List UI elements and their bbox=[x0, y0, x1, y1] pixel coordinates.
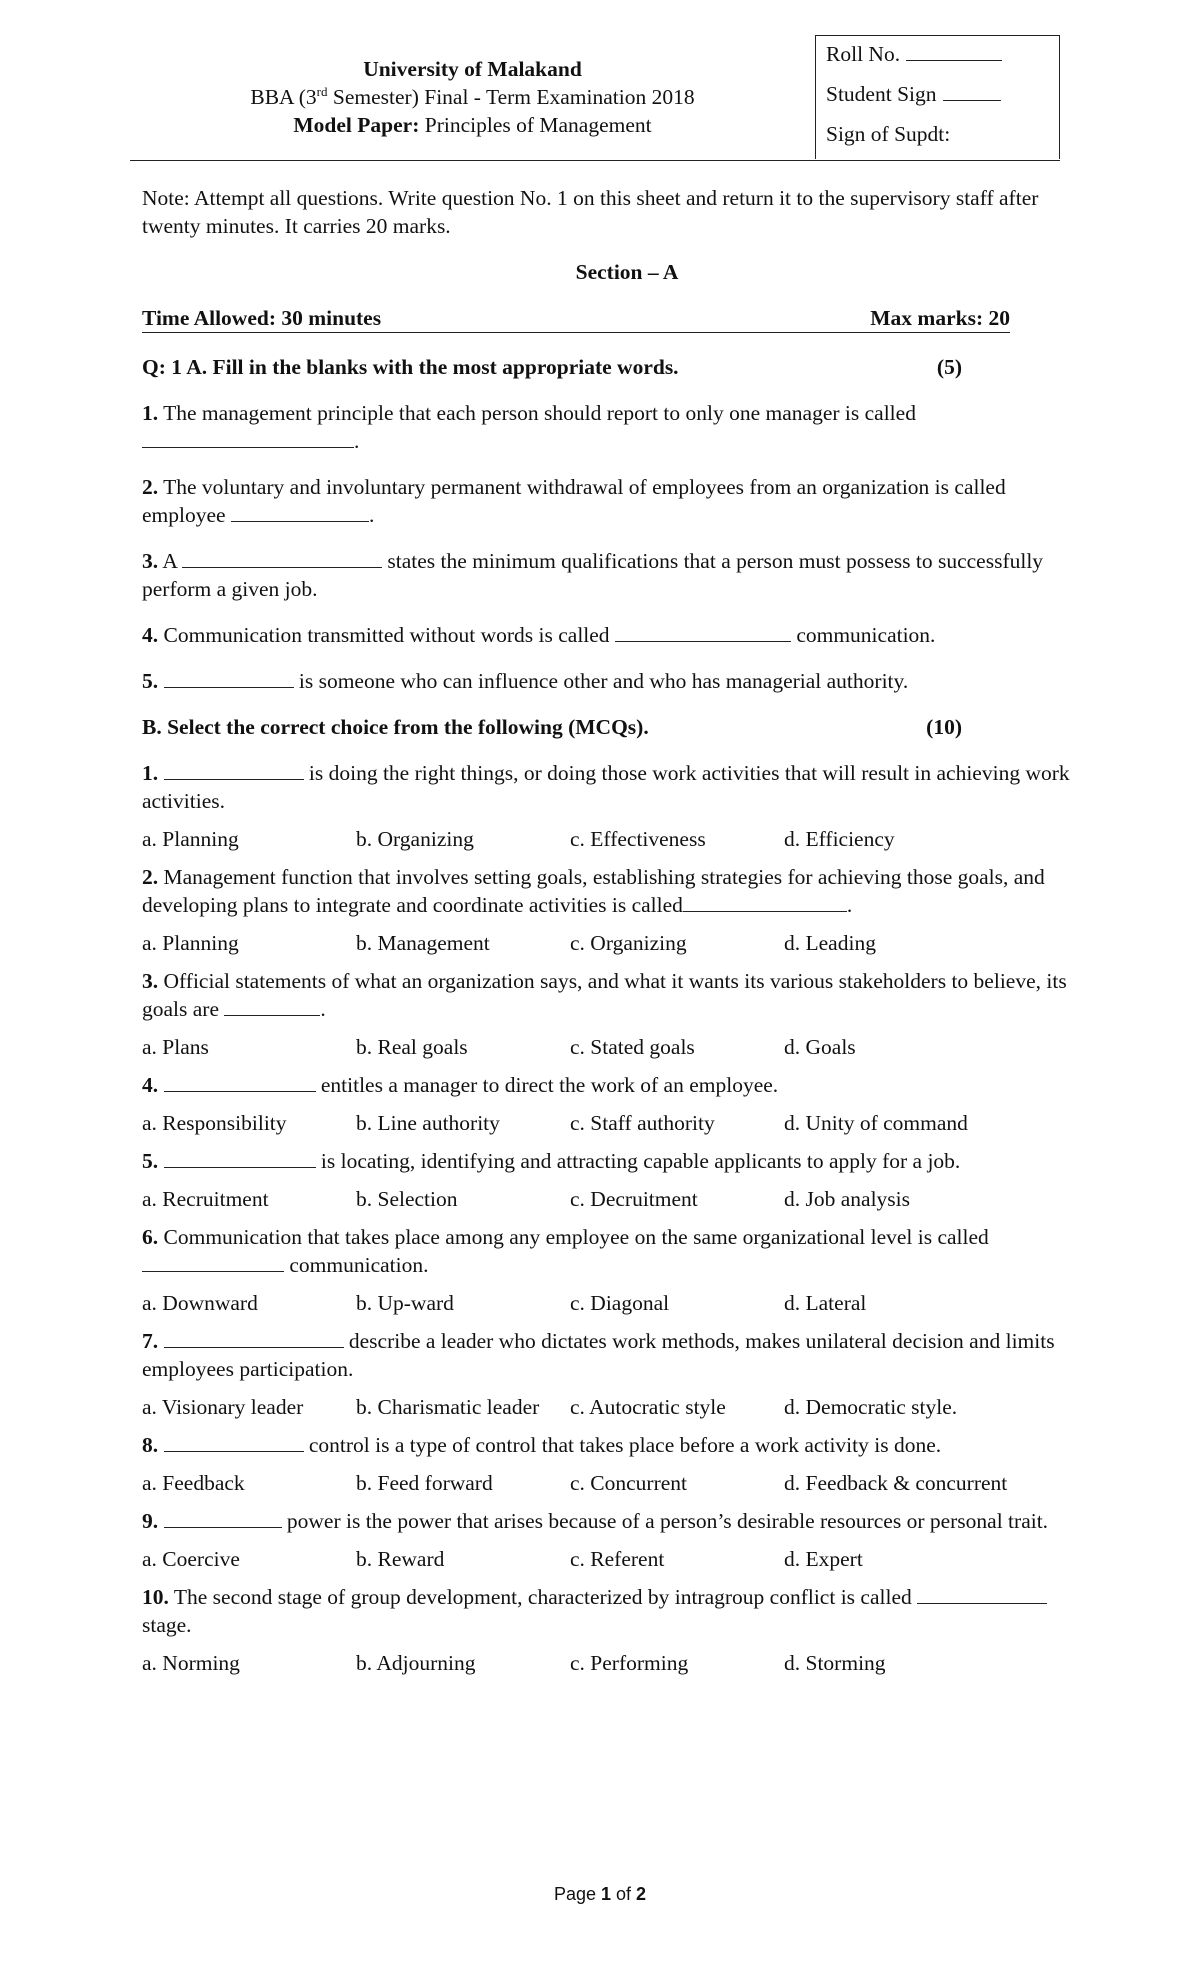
exam-body bbox=[142, 184, 1072, 1687]
answer-blank[interactable] bbox=[683, 891, 847, 912]
mcq-options bbox=[142, 825, 1072, 853]
mcq-option[interactable]: c. Effectiveness bbox=[570, 827, 706, 851]
instructions-note: Note: Attempt all questions. Write question No. 1 on this sheet and return it to the supervisory staff after twenty minutes. It carries 20 marks. bbox=[142, 186, 1039, 238]
mcq-question: 3. Official statements of what an organization says, and what it wants its various stakeholders to believe, its goals are . bbox=[142, 969, 1067, 1021]
mcq-options bbox=[142, 1393, 1072, 1421]
answer-blank[interactable] bbox=[142, 1251, 284, 1272]
mcq-option[interactable]: d. Efficiency bbox=[784, 827, 895, 851]
mcq-option[interactable]: c. Organizing bbox=[570, 931, 687, 955]
mcq-option[interactable]: c. Staff authority bbox=[570, 1111, 715, 1135]
mcq-option[interactable]: d. Expert bbox=[784, 1547, 863, 1571]
mcq-option[interactable]: c. Concurrent bbox=[570, 1471, 688, 1495]
max-marks: Max marks: 20 bbox=[870, 306, 1010, 330]
page-total: 2 bbox=[636, 1884, 647, 1904]
answer-blank[interactable] bbox=[182, 547, 382, 568]
mcq-option[interactable]: a. Recruitment bbox=[142, 1187, 269, 1211]
mcq-option[interactable]: b. Line authority bbox=[356, 1111, 500, 1135]
mcq-option[interactable]: d. Unity of command bbox=[784, 1111, 968, 1135]
supdt-sign-row: Sign of Supdt: bbox=[826, 122, 951, 146]
exam-title: BBA (3rd Semester) Final - Term Examination 2018 bbox=[250, 83, 695, 109]
roll-number-box bbox=[815, 35, 1060, 159]
mcq-option[interactable]: c. Decruitment bbox=[570, 1187, 698, 1211]
part-a-marks: (5) bbox=[936, 355, 962, 379]
mcq-option[interactable]: a. Responsibility bbox=[142, 1111, 287, 1135]
mcq-option[interactable]: b. Real goals bbox=[356, 1035, 468, 1059]
mcq-option[interactable]: d. Leading bbox=[784, 931, 876, 955]
answer-blank[interactable] bbox=[164, 1071, 316, 1092]
section-title: Section – A bbox=[575, 260, 679, 284]
fill-blank-item: 3. A states the minimum qualifications that a person must possess to successfully perform a given job. bbox=[142, 549, 1044, 601]
page-footer: Page 1 of 2 bbox=[553, 1884, 647, 1904]
mcq-option[interactable]: a. Downward bbox=[142, 1291, 258, 1315]
university-name: University of Malakand bbox=[363, 57, 582, 81]
exam-header bbox=[130, 55, 815, 139]
roll-no-blank[interactable] bbox=[906, 38, 1002, 61]
mcq-option[interactable]: a. Plans bbox=[142, 1035, 209, 1059]
part-a-heading: Q: 1 A. Fill in the blanks with the most appropriate words. (5) bbox=[142, 355, 962, 379]
mcq-options bbox=[142, 1289, 1072, 1317]
answer-blank[interactable] bbox=[164, 1147, 316, 1168]
answer-blank[interactable] bbox=[917, 1583, 1047, 1604]
answer-blank[interactable] bbox=[164, 667, 294, 688]
mcq-question: 6. Communication that takes place among any employee on the same organizational level is called communication. bbox=[142, 1225, 989, 1277]
part-b-heading: B. Select the correct choice from the following (MCQs). (10) bbox=[142, 715, 962, 739]
mcq-options bbox=[142, 1545, 1072, 1573]
mcq-options bbox=[142, 1469, 1072, 1497]
mcq-option[interactable]: d. Feedback & concurrent bbox=[784, 1471, 1008, 1495]
mcq-option[interactable]: a. Planning bbox=[142, 827, 239, 851]
mcq-option[interactable]: d. Storming bbox=[784, 1651, 886, 1675]
mcq-option[interactable]: d. Democratic style. bbox=[784, 1395, 958, 1419]
answer-blank[interactable] bbox=[224, 995, 320, 1016]
time-marks-row bbox=[142, 304, 1010, 333]
fill-blank-item: 2. The voluntary and involuntary permanent withdrawal of employees from an organization is called employee . bbox=[142, 475, 1006, 527]
mcq-question: 4. entitles a manager to direct the work of an employee. bbox=[142, 1073, 779, 1097]
mcq-option[interactable]: a. Visionary leader bbox=[142, 1395, 304, 1419]
mcq-option[interactable]: b. Up-ward bbox=[356, 1291, 454, 1315]
answer-blank[interactable] bbox=[615, 621, 791, 642]
mcq-option[interactable]: d. Job analysis bbox=[784, 1187, 911, 1211]
fill-blank-item: 4. Communication transmitted without words is called communication. bbox=[142, 623, 936, 647]
header-divider bbox=[130, 160, 1060, 161]
mcq-option[interactable]: a. Planning bbox=[142, 931, 239, 955]
mcq-option[interactable]: b. Selection bbox=[356, 1187, 458, 1211]
mcq-question: 1. is doing the right things, or doing those work activities that will result in achieving work activities. bbox=[142, 761, 1070, 813]
mcq-question: 7. describe a leader who dictates work methods, makes unilateral decision and limits employees participation. bbox=[142, 1329, 1055, 1381]
mcq-options bbox=[142, 929, 1072, 957]
mcq-option[interactable]: b. Organizing bbox=[356, 827, 474, 851]
mcq-option[interactable]: c. Diagonal bbox=[570, 1291, 670, 1315]
mcq-question: 8. control is a type of control that takes place before a work activity is done. bbox=[142, 1433, 942, 1457]
fill-blank-item: 5. is someone who can influence other and who has managerial authority. bbox=[142, 669, 909, 693]
mcq-options bbox=[142, 1649, 1072, 1677]
mcq-options bbox=[142, 1033, 1072, 1061]
mcq-option[interactable]: d. Goals bbox=[784, 1035, 856, 1059]
model-paper-line: Model Paper: Principles of Management bbox=[293, 113, 652, 137]
answer-blank[interactable] bbox=[164, 1327, 344, 1348]
mcq-option[interactable]: a. Feedback bbox=[142, 1471, 245, 1495]
page-number: 1 bbox=[601, 1884, 612, 1904]
mcq-question: 9. power is the power that arises because of a person’s desirable resources or personal trait. bbox=[142, 1509, 1049, 1533]
student-sign-row: Student Sign bbox=[826, 76, 1059, 116]
mcq-question: 2. Management function that involves setting goals, establishing strategies for achieving those goals, and developing plans to integrate and coordinate activities is called . bbox=[142, 865, 1045, 917]
mcq-option[interactable]: b. Feed forward bbox=[356, 1471, 493, 1495]
mcq-option[interactable]: b. Charismatic leader bbox=[356, 1395, 540, 1419]
mcq-question: 5. is locating, identifying and attracting capable applicants to apply for a job. bbox=[142, 1149, 961, 1173]
mcq-option[interactable]: c. Referent bbox=[570, 1547, 665, 1571]
mcq-option[interactable]: a. Coercive bbox=[142, 1547, 240, 1571]
time-allowed: Time Allowed: 30 minutes bbox=[142, 306, 382, 330]
mcq-option[interactable]: d. Lateral bbox=[784, 1291, 867, 1315]
part-b-marks: (10) bbox=[926, 715, 962, 739]
mcq-option[interactable]: c. Autocratic style bbox=[570, 1395, 726, 1419]
roll-no-row: Roll No. bbox=[826, 36, 1059, 76]
mcq-question: 10. The second stage of group development, characterized by intragroup conflict is called stage. bbox=[142, 1583, 1072, 1639]
answer-blank[interactable] bbox=[164, 1507, 282, 1528]
mcq-option[interactable]: b. Reward bbox=[356, 1547, 445, 1571]
mcq-option[interactable]: c. Performing bbox=[570, 1651, 689, 1675]
mcq-options bbox=[142, 1185, 1072, 1213]
answer-blank[interactable] bbox=[231, 501, 369, 522]
fill-blank-item: 1. The management principle that each person should report to only one manager is called . bbox=[142, 401, 916, 453]
mcq-option[interactable]: c. Stated goals bbox=[570, 1035, 695, 1059]
mcq-option[interactable]: b. Adjourning bbox=[356, 1651, 476, 1675]
mcq-option[interactable]: a. Norming bbox=[142, 1651, 240, 1675]
mcq-option[interactable]: b. Management bbox=[356, 931, 490, 955]
answer-blank[interactable] bbox=[164, 1431, 304, 1452]
answer-blank[interactable] bbox=[142, 427, 354, 448]
mcq-options bbox=[142, 1109, 1072, 1137]
student-sign-blank[interactable] bbox=[943, 78, 1001, 101]
answer-blank[interactable] bbox=[164, 759, 304, 780]
